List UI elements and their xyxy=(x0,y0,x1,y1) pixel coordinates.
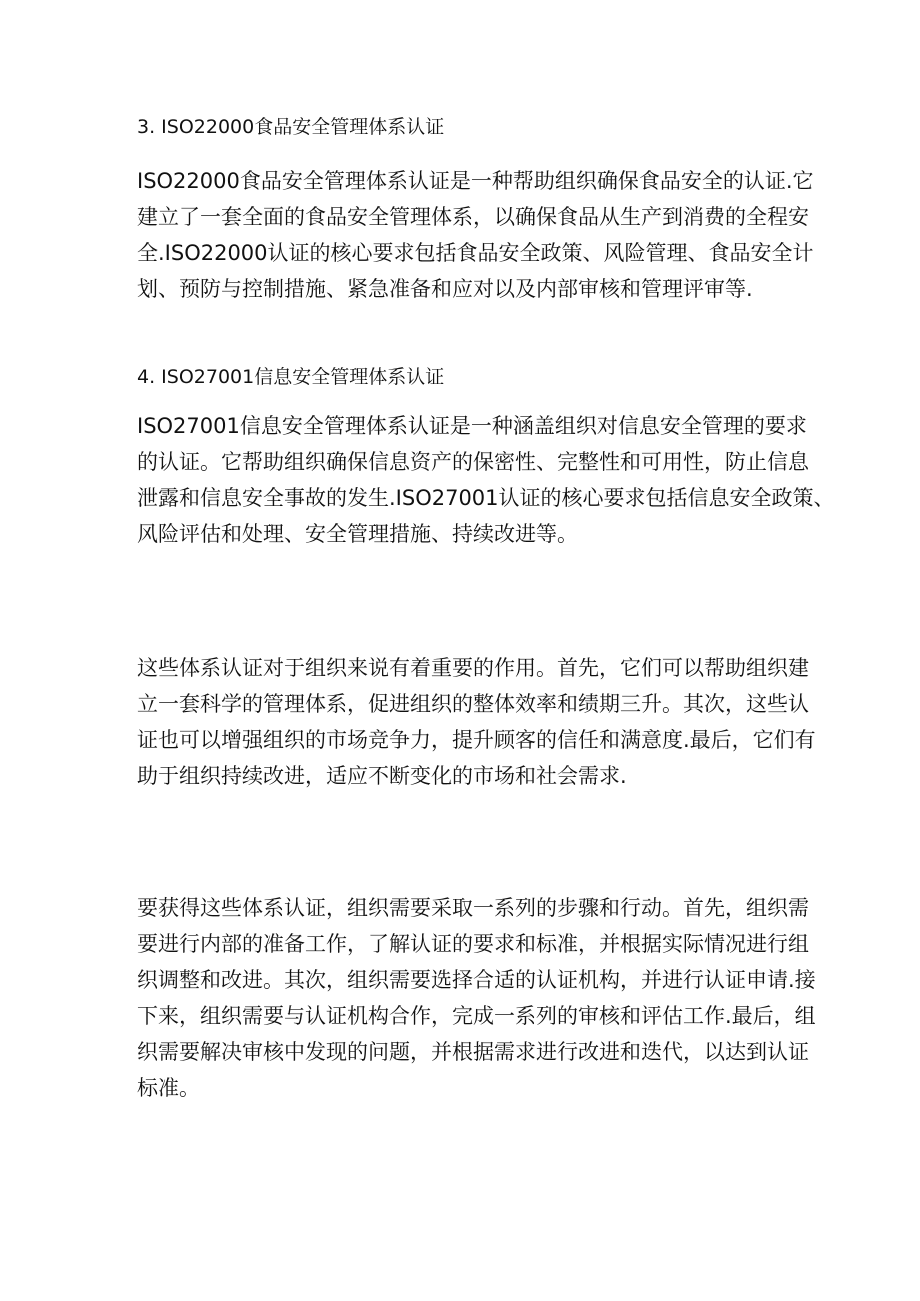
section-3-heading: 3. ISO22000食品安全管理体系认证 xyxy=(137,116,445,138)
text-line: ISO27001信息安全管理体系认证是一种涵盖组织对信息安全管理的要求 xyxy=(137,414,807,438)
text-line: 织需要解决审核中发现的问题，并根据需求进行改进和迭代，以达到认证 xyxy=(137,1040,809,1064)
text-line: ISO22000食品安全管理体系认证是一种帮助组织确保食品安全的认证.它 xyxy=(137,169,814,193)
importance-paragraph xyxy=(137,650,816,794)
text-line: 下来，组织需要与认证机构合作，完成一系列的审核和评估工作.最后，组 xyxy=(137,1004,816,1028)
text-line: 全.ISO22000认证的核心要求包括食品安全政策、风险管理、食品安全计 xyxy=(137,241,814,265)
text-line: 立一套科学的管理体系，促进组织的整体效率和绩期三升。其次，这些认 xyxy=(137,692,809,716)
text-line: 风险评估和处理、安全管理措施、持续改进等。 xyxy=(137,522,578,546)
text-line: 泄露和信息安全事故的发生.ISO27001认证的核心要求包括信息安全政策、 xyxy=(137,486,835,510)
text-line: 建立了一套全面的食品安全管理体系，以确保食品从生产到消费的全程安 xyxy=(137,205,809,229)
steps-paragraph xyxy=(137,890,816,1106)
text-line: 这些体系认证对于组织来说有着重要的作用。首先，它们可以帮助组织建 xyxy=(137,656,809,680)
text-line: 要获得这些体系认证，组织需要采取一系列的步骤和行动。首先，组织需 xyxy=(137,896,809,920)
text-line: 织调整和改进。其次，组织需要选择合适的认证机构，并进行认证申请.接 xyxy=(137,968,816,992)
section-3-paragraph xyxy=(137,163,814,307)
section-4-heading: 4. ISO27001信息安全管理体系认证 xyxy=(137,366,445,388)
text-line: 标准。 xyxy=(137,1076,200,1100)
text-line: 证也可以增强组织的市场竞争力，提升顾客的信任和满意度.最后，它们有 xyxy=(137,728,816,752)
section-4-paragraph xyxy=(137,408,835,552)
text-line: 助于组织持续改进，适应不断变化的市场和社会需求. xyxy=(137,764,627,788)
text-line: 划、预防与控制措施、紧急准备和应对以及内部审核和管理评审等. xyxy=(137,277,753,301)
text-line: 的认证。它帮助组织确保信息资产的保密性、完整性和可用性，防止信息 xyxy=(137,450,809,474)
text-line: 要进行内部的准备工作，了解认证的要求和标准，并根据实际情况进行组 xyxy=(137,932,809,956)
